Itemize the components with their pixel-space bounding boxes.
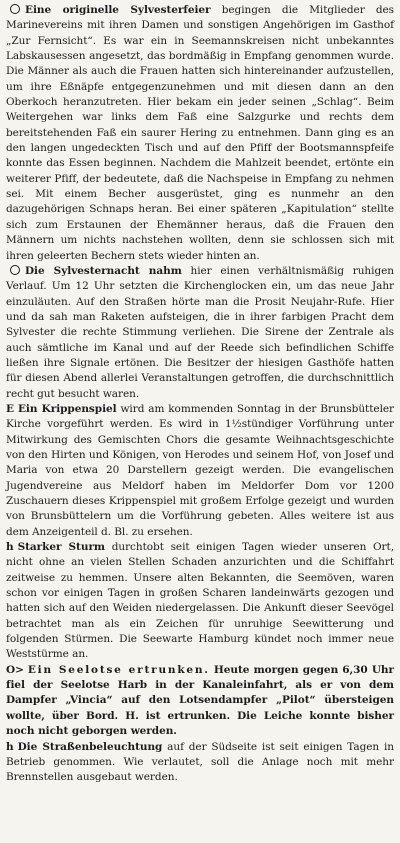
article-text: hier einen verhältnismäßig ruhigen Verlauf. Um 12 Uhr setzten die Kirchenglocken ein, um das neue Jahr einzuläuten. Auf den Straßen hörte man die Prosit Neujahr-Rufe. Hier und da sah man Raketen aufsteigen, die in ihrer farbigen Pracht dem Sylvester die rechte Stimmung verliehen. Die Sirene der Zentrale als auch sämtliche im Kanal und auf der Reede sich befindlichen Schiffe ließen ihre Signale ertönen. Die Besitzer der hiesigen Gasthöfe hatten für diesen Abend allerlei Veranstaltungen getroffen, die durchschnittlich recht gut besucht waren. — [6, 264, 394, 400]
article-marker: O> — [6, 663, 24, 676]
article-headline: Ein Krippenspiel — [17, 402, 117, 415]
article-text: Heute morgen gegen 6,30 Uhr fiel der Seelotse Harb in der Kanaleinfahrt, als er von dem Dampfer „Vincia“ auf den Lotsendampfer „Pilot“ übersteigen wollte, über Bord. H. ist ertrunken. Die Leiche konnte bisher noch nicht geborgen werden. — [6, 663, 394, 738]
circle-ornament-icon — [10, 4, 20, 14]
article-headline: Die Straßenbeleuchtung — [17, 740, 163, 753]
article-krippenspiel — [6, 402, 394, 540]
article-headline: Ein Seelotse ertrunken. — [27, 663, 210, 676]
article-strassenbeleuchtung — [6, 740, 394, 786]
article-marker: h — [6, 541, 14, 554]
article-text: auf der Südseite ist seit einigen Tagen in Betrieb genommen. Wie verlautet, soll die Anlage noch mit mehr Brennstellen ausgebaut werden. — [6, 740, 394, 784]
article-text: wird am kommenden Sonntag in der Brunsbütteler Kirche vorgeführt werden. Es wird in 1½stündiger Vorführung unter Mitwirkung des Gemischten Chors die gesamte Weihnachtsgeschichte von den Hirten und Königen, von Herodes und seinem Hof, von Josef und Maria von etwa 20 Darstellern gezeigt werden. Die evangelischen Jugendvereine aus Meldorf haben im Meldorfer Dom vor 1200 Zuschauern dieses Krippenspiel mit großem Erfolge gezeigt und wurden von Brunsbüttelern um die Vorführung gebeten. Alles weitere ist aus dem Anzeigenteil d. Bl. zu ersehen. — [6, 402, 395, 538]
article-marker: E — [6, 402, 14, 415]
article-marker: h — [6, 740, 14, 753]
article-sturm — [6, 540, 394, 663]
article-text: begingen die Mitglieder des Marinevereins mit ihren Damen und sonstigen Angehörigen im Gasthof „Zur Fernsicht“. Es war ein in Seemannskreisen nicht unbekanntes Labskausessen angesetzt, das bordmäßig in Empfang genommen wurde. Die Männer als auch die Frauen hatten sich hintereinander aufzustellen, um ihre Eßnäpfe entgegenzunehmen und mit diesen dann an den Oberkoch heranzutreten. Hier bekam ein jeder seinen „Schlag“. Beim Weitergehen war links dem Faß eine Salzgurke und rechts dem bereitstehenden Faß ein saurer Hering zu entnehmen. Dann ging es an den langen ungedeckten Tisch und auf den Pfiff der Bootsmannspfeife konnte das Essen beginnen. Nachdem die Mahlzeit beendet, ertönte ein weiterer Pfiff, der bedeutete, daß die Nachspeise in Empfang zu nehmen sei. Mit einem Becher ausgerüstet, ging es nunmehr an den dazugehörigen Schnaps heran. Bei einer späteren „Kapitulation“ stellte sich zum Erstaunen der Ehemänner heraus, daß die Frauen den Männern um nichts nachstehen wollten, denn sie schlossen sich mit ihren geleerten Bechern stets wieder hinten an. — [6, 4, 394, 262]
article-text: durchtobt seit einigen Tagen wieder unseren Ort, nicht ohne an vielen Stellen Schaden anzurichten und die Schiffahrt zeitweise zu hemmen. Unsere alten Bekannten, die Seemöven, waren schon vor einigen Tagen in großen Scharen landeinwärts gezogen und hatten sich auf den Weiden niedergelassen. Die Ankunft dieser Seevögel betrachtet man als ein Zeichen für unruhige Seewitterung und folgenden Stürmen. Die Seewarte Hamburg kündet noch immer neue Weststürme an. — [6, 541, 394, 661]
circle-ornament-icon — [10, 265, 20, 275]
article-headline: Starker Sturm — [17, 541, 105, 554]
article-sylvesternacht — [6, 264, 394, 402]
article-sylvesterfeier — [6, 3, 394, 264]
article-headline: Eine originelle Sylvesterfeier — [25, 4, 211, 16]
article-seelotse — [6, 663, 394, 740]
article-headline: Die Sylvesternacht nahm — [25, 264, 182, 277]
